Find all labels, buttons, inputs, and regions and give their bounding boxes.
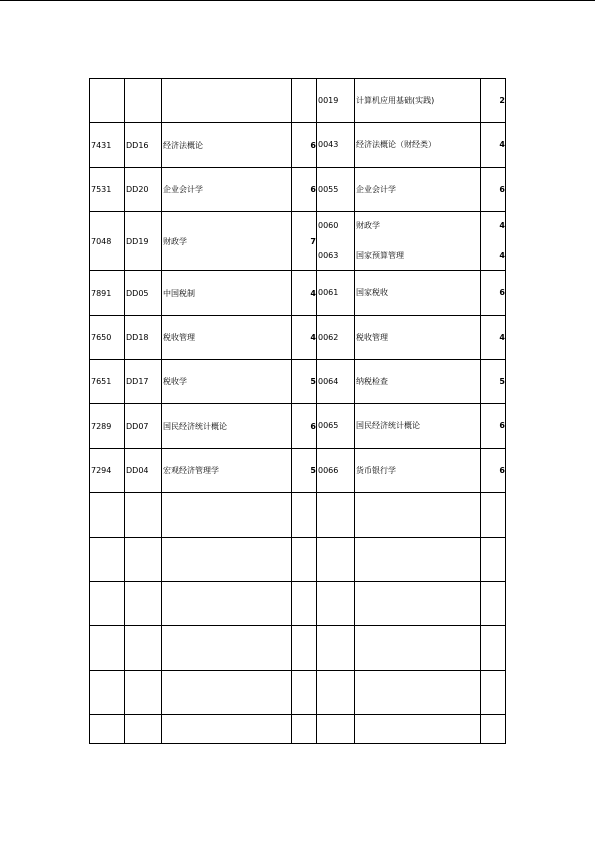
sub-code-cell [317,316,355,360]
sub-credit-cell [481,271,506,316]
sub-name-cell [355,538,481,582]
course-id-cell: DD18 [125,316,162,360]
course-code-cell: 7531 [90,168,125,212]
sub-name: 计算机应用基础(实践) [356,95,435,105]
sub-name-cell [355,671,481,715]
course-code-cell: 7431 [90,123,125,168]
sub-code: 0055 [318,184,339,194]
table-row [90,582,506,626]
course-name-cell: 国民经济统计概论 [162,404,292,449]
sub-name-cell [355,493,481,538]
course-credit-cell [292,582,317,626]
course-credit-cell [292,493,317,538]
course-code-cell [90,493,125,538]
sub-credit: 5 [499,376,505,386]
course-id-cell [125,582,162,626]
table-row [90,316,506,360]
sub-code-cell [317,582,355,626]
course-id-cell [125,538,162,582]
sub-code: 0066 [318,465,339,475]
course-code-cell [90,626,125,671]
sub-credit-cell [481,493,506,538]
sub-code: 0062 [318,332,339,342]
table-row [90,671,506,715]
sub-code: 0063 [318,251,339,260]
sub-name: 经济法概论（财经类） [356,140,436,149]
table-row [90,538,506,582]
course-id-cell [125,671,162,715]
sub-credit-cell [481,449,506,493]
sub-name: 货币银行学 [356,465,396,475]
course-name-cell: 财政学 [162,212,292,271]
course-code-cell [90,79,125,123]
course-code-cell: 7048 [90,212,125,271]
course-credit-cell: 4 [292,271,317,316]
sub-name: 纳税检查 [356,376,388,386]
sub-name-cell [355,715,481,744]
sub-name-cell [355,316,481,360]
sub-credit: 4 [499,332,505,342]
course-credit-cell: 7 [292,212,317,271]
sub-credit: 4 [499,140,505,149]
sub-name: 财政学 [356,221,380,230]
course-credit-cell [292,671,317,715]
course-name-cell [162,671,292,715]
course-credit-cell: 5 [292,360,317,404]
sub-code: 0043 [318,140,339,149]
sub-code-cell [317,271,355,316]
sub-name-cell [355,449,481,493]
sub-name-cell [355,271,481,316]
sub-credit-cell [481,168,506,212]
table-row [90,271,506,316]
sub-credit-cell [481,582,506,626]
table-row [90,626,506,671]
table-row [90,79,506,123]
sub-code-cell [317,360,355,404]
sub-credit-cell [481,404,506,449]
sub-credit: 6 [499,465,505,475]
course-credit-cell: 6 [292,168,317,212]
sub-credit-cell [481,79,506,123]
sub-code-cell [317,538,355,582]
course-credit-cell [292,626,317,671]
course-id-cell [125,715,162,744]
course-name-cell: 经济法概论 [162,123,292,168]
course-code-cell: 7289 [90,404,125,449]
sub-credit: 6 [499,184,505,194]
course-credit-cell: 4 [292,316,317,360]
sub-credit: 4 [499,221,505,230]
course-credit-cell [292,79,317,123]
course-credit-cell [292,538,317,582]
sub-code-cell [317,79,355,123]
course-name-cell [162,715,292,744]
course-code-cell [90,671,125,715]
sub-code: 0064 [318,376,339,386]
course-id-cell: DD17 [125,360,162,404]
sub-credit-cell [481,360,506,404]
course-name-cell: 宏观经济管理学 [162,449,292,493]
sub-name: 企业会计学 [356,184,396,194]
course-id-cell: DD07 [125,404,162,449]
sub-credit-cell [481,715,506,744]
course-credit-cell: 5 [292,449,317,493]
course-id-cell: DD04 [125,449,162,493]
course-code-cell [90,538,125,582]
sub-code-cell [317,123,355,168]
course-name-cell [162,582,292,626]
course-mapping-table [89,78,506,744]
course-credit-cell: 6 [292,123,317,168]
sub-name-cell [355,626,481,671]
course-id-cell: DD19 [125,212,162,271]
course-code-cell [90,715,125,744]
sub-credit-cell [481,316,506,360]
table-row [90,168,506,212]
course-name-cell [162,493,292,538]
sub-code-cell [317,212,355,271]
table-row [90,715,506,744]
course-name-cell: 税收学 [162,360,292,404]
sub-name-cell [355,360,481,404]
sub-credit: 4 [499,251,505,260]
sub-code-cell [317,404,355,449]
course-code-cell: 7891 [90,271,125,316]
sub-name: 国家税收 [356,288,388,297]
course-name-cell [162,538,292,582]
table-row [90,123,506,168]
sub-code-cell [317,671,355,715]
sub-code-cell [317,715,355,744]
table-row [90,493,506,538]
course-id-cell: DD16 [125,123,162,168]
sub-credit: 2 [499,95,505,105]
course-credit-cell: 6 [292,404,317,449]
sub-name-cell [355,123,481,168]
sub-credit-cell [481,671,506,715]
table-row [90,360,506,404]
course-id-cell [125,493,162,538]
course-id-cell: DD20 [125,168,162,212]
sub-name-cell [355,404,481,449]
page-top-rule [0,0,595,1]
course-name-cell [162,626,292,671]
sub-name-cell [355,212,481,271]
sub-credit-cell [481,212,506,271]
sub-credit: 6 [499,288,505,297]
course-name-cell [162,79,292,123]
sub-name-cell [355,168,481,212]
sub-name-cell [355,79,481,123]
course-code-cell [90,582,125,626]
course-id-cell: DD05 [125,271,162,316]
course-credit-cell [292,715,317,744]
sub-code-cell [317,449,355,493]
table-row [90,404,506,449]
sub-name: 国家预算管理 [356,251,404,260]
sub-code: 0061 [318,288,339,297]
sub-credit: 6 [499,421,505,430]
course-name-cell: 中国税制 [162,271,292,316]
table-body [90,79,506,744]
sub-code-cell [317,626,355,671]
table-row [90,212,506,271]
sub-name: 税收管理 [356,332,388,342]
course-code-cell: 7650 [90,316,125,360]
sub-credit-cell [481,123,506,168]
course-id-cell [125,79,162,123]
sub-code-cell [317,493,355,538]
sub-code: 0019 [318,95,339,105]
sub-code: 0065 [318,421,339,430]
course-name-cell: 税收管理 [162,316,292,360]
course-code-cell: 7294 [90,449,125,493]
sub-code-cell [317,168,355,212]
sub-name: 国民经济统计概论 [356,421,420,430]
table-row [90,449,506,493]
course-name-cell: 企业会计学 [162,168,292,212]
sub-name-cell [355,582,481,626]
sub-credit-cell [481,626,506,671]
sub-credit-cell [481,538,506,582]
course-id-cell [125,626,162,671]
sub-code: 0060 [318,221,339,230]
course-code-cell: 7651 [90,360,125,404]
